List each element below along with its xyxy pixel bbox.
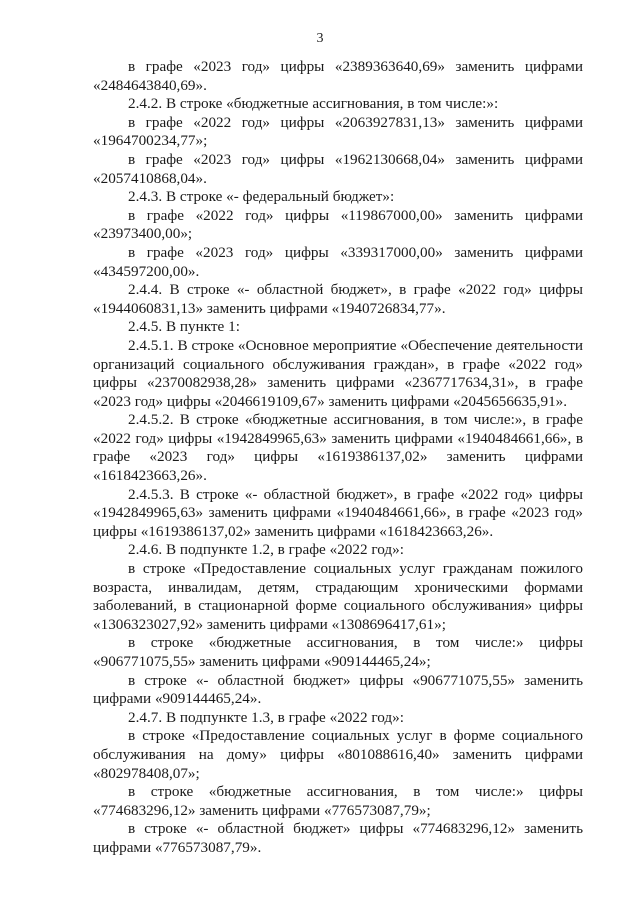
paragraph: в строке «Предоставление социальных услуг в форме социального обслуживания на дому» цифры «801088616,40» заменить цифрами «802978408,07»; bbox=[93, 727, 583, 782]
paragraph: 2.4.2. В строке «бюджетные ассигнования, в том числе:»: bbox=[128, 95, 499, 113]
paragraph: в графе «2022 год» цифры «2063927831,13» заменить цифрами «1964700234,77»; bbox=[93, 113, 583, 150]
paragraph: в графе «2023 год» цифры «339317000,00» заменить цифрами «434597200,00». bbox=[93, 243, 583, 280]
paragraph: 2.4.5.1. В строке «Основное мероприятие «Обеспечение деятельности организаций социального обслуживания граждан», в графе «2022 год» цифры «2370082938,28» заменить цифрами «2367717634,31», в графе «2023 год» цифры «2046619109,67» заменить цифрами «2045656635,91». bbox=[93, 336, 583, 410]
document-body bbox=[93, 58, 583, 858]
paragraph: 2.4.7. В подпункте 1.3, в графе «2022 год»: bbox=[128, 708, 404, 726]
paragraph: в строке «бюджетные ассигнования, в том числе:» цифры «774683296,12» заменить цифрами «776573087,79»; bbox=[93, 783, 583, 819]
paragraph: в графе «2023 год» цифры «1962130668,04» заменить цифрами «2057410868,04». bbox=[93, 150, 583, 187]
paragraph: 2.4.4. В строке «- областной бюджет», в графе «2022 год» цифры «1944060831,13» заменить цифрами «1940726834,77». bbox=[93, 281, 583, 317]
paragraph: в строке «- областной бюджет» цифры «774683296,12» заменить цифрами «776573087,79». bbox=[93, 820, 583, 856]
paragraph: в графе «2022 год» цифры «119867000,00» заменить цифрами «23973400,00»; bbox=[93, 206, 583, 243]
page-number: 3 bbox=[316, 31, 324, 46]
paragraph: в строке «бюджетные ассигнования, в том числе:» цифры «906771075,55» заменить цифрами «909144465,24»; bbox=[93, 634, 583, 670]
paragraph: в строке «- областной бюджет» цифры «906771075,55» заменить цифрами «909144465,24». bbox=[93, 671, 583, 708]
paragraph: 2.4.5.3. В строке «- областной бюджет», в графе «2022 год» цифры «1942849965,63» заменить цифрами «1940484661,66», в графе «2023 год» цифры «1619386137,02» заменить цифрами «1618423663,26». bbox=[93, 485, 583, 540]
paragraph: в строке «Предоставление социальных услуг гражданам пожилого возраста, инвалидам, детям, страдающим хроническими формами заболеваний, в стационарной форме социального обслуживания» цифры «1306323027,92» заменить цифрами «1308696417,61»; bbox=[93, 560, 583, 633]
paragraph: 2.4.3. В строке «- федеральный бюджет»: bbox=[128, 188, 395, 206]
paragraph: в графе «2023 год» цифры «2389363640,69» заменить цифрами «2484643840,69». bbox=[93, 58, 583, 94]
paragraph: 2.4.5. В пункте 1: bbox=[128, 318, 240, 336]
paragraph: 2.4.6. В подпункте 1.2, в графе «2022 год»: bbox=[128, 541, 404, 559]
paragraph: 2.4.5.2. В строке «бюджетные ассигнования, в том числе:», в графе «2022 год» цифры «1942849965,63» заменить цифрами «1940484661,66», в графе «2023 год» цифры «1619386137,02» заменить цифрами «1618423663,26». bbox=[93, 411, 583, 485]
